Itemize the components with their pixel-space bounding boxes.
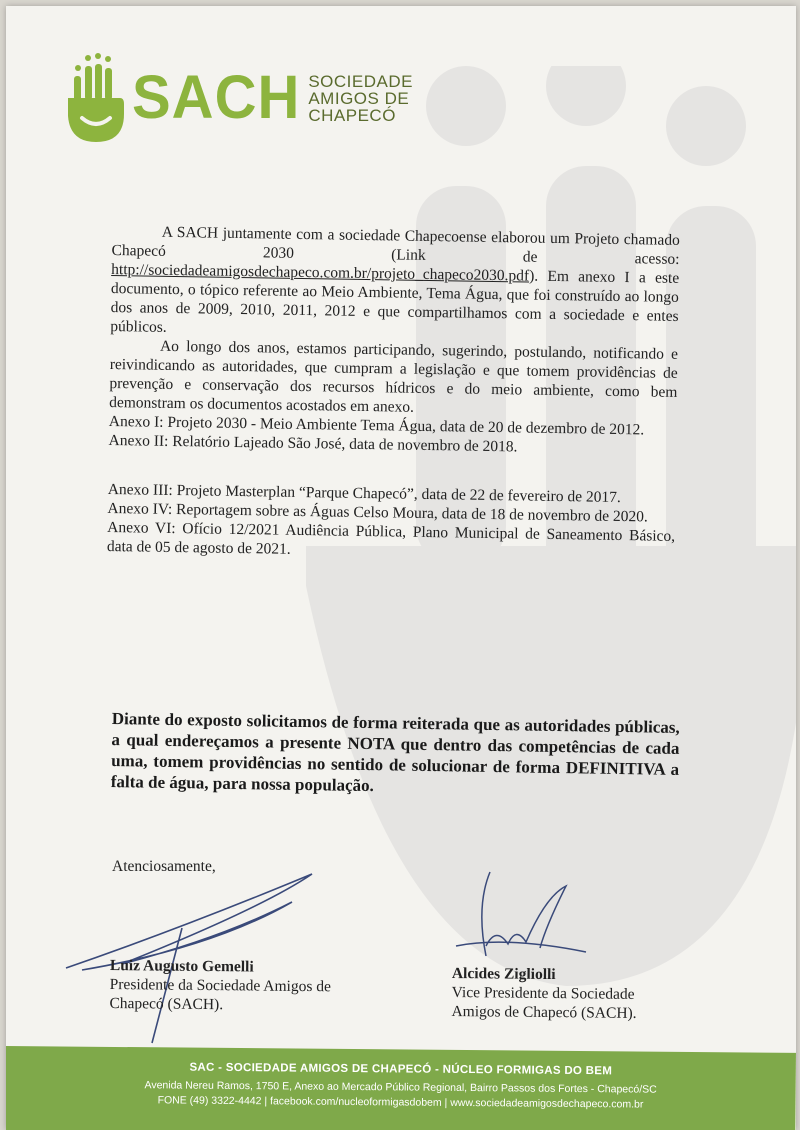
signature-zigliolli xyxy=(446,866,596,966)
signer-role: Presidente da Sociedade Amigos de xyxy=(109,975,332,996)
logo-wordmark: SACH xyxy=(132,63,301,132)
paragraph-2: Ao longo dos anos, estamos participando, sugerindo, postulando, notificando e reivindicando as autoridades, que cumpram a legislação e que tomem providências de prevenção e conservação dos recursos hídricos e do meio ambiente, como bem demonstram os documentos acostados em anexo. xyxy=(109,337,679,416)
regards-text: Atenciosamente, xyxy=(112,858,216,875)
letter-page xyxy=(6,6,796,1130)
letter-body xyxy=(107,222,680,565)
footer-address: Avenida Nereu Ramos, 1750 E, Anexo ao Mercado Público Regional, Bairro Passos dos Fortes - Chapecó/SC xyxy=(144,1079,657,1096)
hand-logo-icon xyxy=(64,52,126,144)
annex-item: Anexo III: Projeto Masterplan “Parque Chapecó”, data de 22 de fevereiro de 2017. xyxy=(107,480,621,507)
closing-statement: Diante do exposto solicitamos de forma reiterada que as autoridades públicas, a qual endereçamos a presente NOTA que dentro das competências de cada uma, tomem providências no sentido de solucionar de forma DEFINITIVA a falta de água, para nossa população. xyxy=(110,708,680,796)
footer-contacts: FONE (49) 3322-4442 | facebook.com/nucleoformigasdobem | www.sociedadeamigosdechapeco.com.br xyxy=(157,1094,644,1111)
signer-name: Alcides Zigliolli xyxy=(451,964,556,984)
annex-item: Anexo IV: Reportagem sobre as Águas Celso Moura, data de 18 de novembro de 2020. xyxy=(107,499,648,526)
logo-subtitle: SOCIEDADE AMIGOS DE CHAPECÓ xyxy=(308,71,413,125)
sach-logo xyxy=(64,52,413,144)
signature-block-president xyxy=(109,956,331,1015)
letterhead-footer xyxy=(6,1046,796,1130)
paragraph-1: A SACH juntamente com a sociedade Chapecoense elaborou um Projeto chamado Chapecó 2030 (Link de acesso: http://sociedadeamigosdechapeco.com.br/projeto_chapeco2030.pdf). Em anexo I a este documento, o tópico referente ao Meio Ambiente, Tema Água, que foi construído ao longo dos anos de 2009, 2010, 2011, 2012 e que compartilhamos com a sociedade e entes públicos. xyxy=(110,223,680,336)
signer-name: Luiz Augusto Gemelli xyxy=(109,956,254,976)
footer-org-name: SAC - SOCIEDADE AMIGOS DE CHAPECÓ - NÚCLEO FORMIGAS DO BEM xyxy=(189,1061,613,1078)
signature-block-vice-president xyxy=(451,964,637,1023)
annex-item: Anexo I: Projeto 2030 - Meio Ambiente Tema Água, data de 20 de dezembro de 2012. xyxy=(108,412,645,439)
signer-role: Chapecó (SACH). xyxy=(109,994,224,1014)
signer-role: Amigos de Chapecó (SACH). xyxy=(451,1002,637,1022)
signer-role: Vice Presidente da Sociedade xyxy=(451,983,635,1003)
annex-item: Anexo VI: Ofício 12/2021 Audiência Pública, Plano Municipal de Saneamento Básico, data de 05 de agosto de 2021. xyxy=(106,518,676,558)
annex-item: Anexo II: Relatório Lajeado São José, data de novembro de 2018. xyxy=(108,431,518,456)
project-link: http://sociedadeamigosdechapeco.com.br/projeto_chapeco2030.pdf xyxy=(111,260,530,285)
